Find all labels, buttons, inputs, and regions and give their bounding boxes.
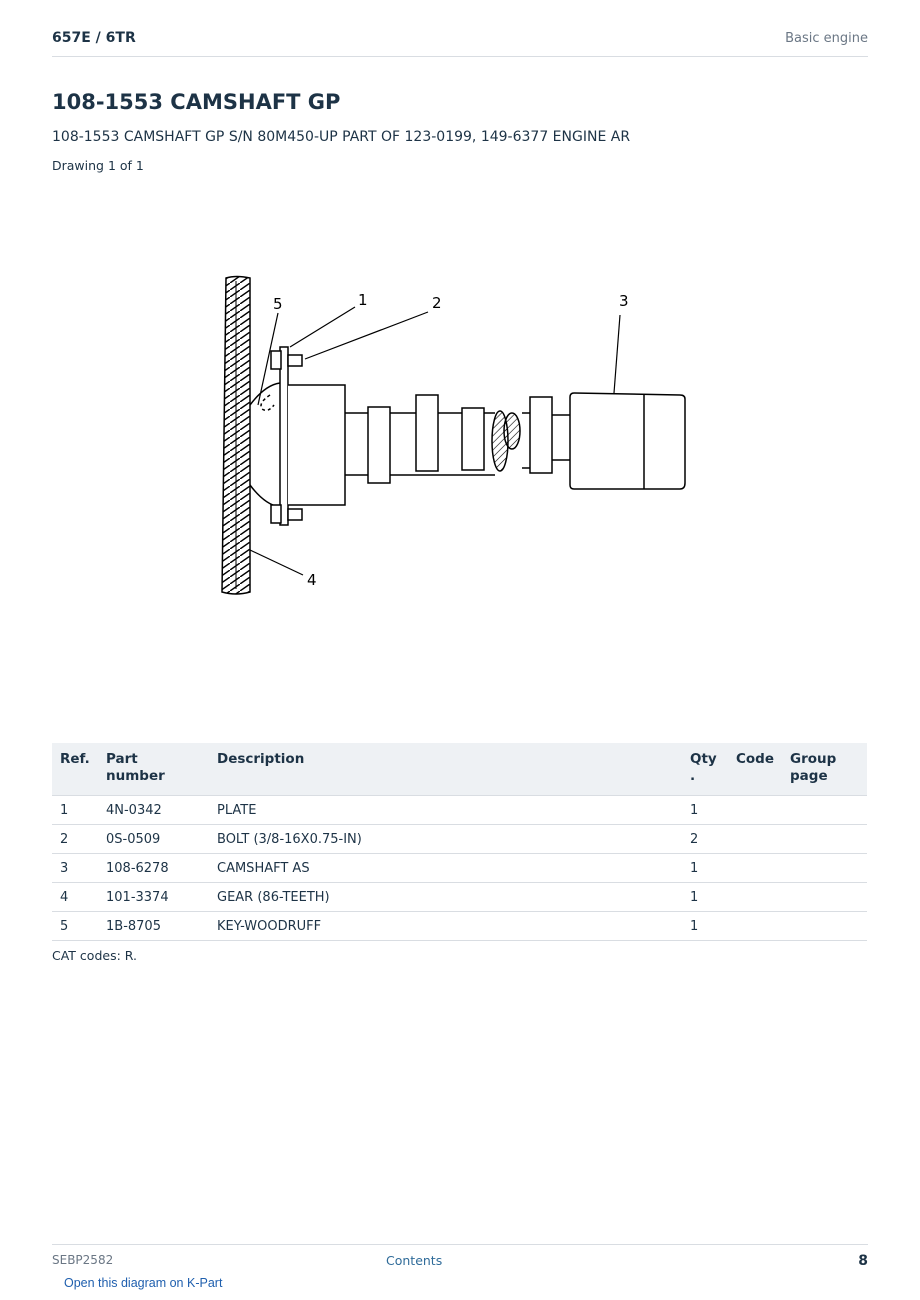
camshaft-diagram [150, 255, 770, 705]
cell-group [782, 796, 867, 825]
table-row [52, 854, 867, 883]
col-description: Description [209, 743, 682, 796]
camshaft-drawing [345, 393, 685, 489]
document-id: SEBP2582 [52, 1253, 114, 1267]
cell-ref: 2 [52, 825, 98, 854]
cell-group [782, 883, 867, 912]
page-subtitle: 108-1553 CAMSHAFT GP S/N 80M450-UP PART OF 123-0199, 149-6377 ENGINE AR [52, 129, 631, 145]
cell-ref: 1 [52, 796, 98, 825]
cell-ref: 5 [52, 912, 98, 941]
cell-part: 1B-8705 [98, 912, 209, 941]
cell-desc: BOLT (3/8-16X0.75-IN) [209, 825, 682, 854]
cell-code [728, 854, 782, 883]
cell-desc: CAMSHAFT AS [209, 854, 682, 883]
open-kpart-link[interactable]: Open this diagram on K-Part [64, 1276, 223, 1290]
page-header [52, 28, 868, 57]
cell-code [728, 825, 782, 854]
cell-part: 0S-0509 [98, 825, 209, 854]
cell-ref: 4 [52, 883, 98, 912]
col-part-number: Part number [98, 743, 209, 796]
page-footer [52, 1244, 868, 1275]
cell-part: 4N-0342 [98, 796, 209, 825]
page-number: 8 [858, 1253, 868, 1269]
callout-2: 2 [432, 294, 442, 312]
callout-5: 5 [273, 295, 283, 313]
cell-group [782, 912, 867, 941]
cell-ref: 3 [52, 854, 98, 883]
cell-desc: GEAR (86-TEETH) [209, 883, 682, 912]
cell-qty: 2 [682, 825, 728, 854]
cell-code [728, 883, 782, 912]
table-row [52, 912, 867, 941]
gear-drawing [222, 277, 250, 595]
callout-1: 1 [358, 291, 368, 309]
cell-qty: 1 [682, 854, 728, 883]
table-row [52, 796, 867, 825]
cell-code [728, 912, 782, 941]
col-qty: Qty . [682, 743, 728, 796]
cell-qty: 1 [682, 883, 728, 912]
callout-4: 4 [307, 571, 317, 589]
contents-link[interactable]: Contents [386, 1253, 443, 1268]
table-row [52, 825, 867, 854]
cell-part: 101-3374 [98, 883, 209, 912]
col-group-page: Group page [782, 743, 867, 796]
parts-table [52, 743, 867, 941]
model-label: 657E / 6TR [52, 30, 136, 46]
callout-3: 3 [619, 292, 629, 310]
cell-group [782, 854, 867, 883]
col-ref: Ref. [52, 743, 98, 796]
cat-codes: CAT codes: R. [52, 948, 137, 963]
table-header-row [52, 743, 867, 796]
cell-qty: 1 [682, 912, 728, 941]
table-row [52, 883, 867, 912]
cell-part: 108-6278 [98, 854, 209, 883]
page-title: 108-1553 CAMSHAFT GP [52, 90, 341, 114]
cell-desc: PLATE [209, 796, 682, 825]
cell-code [728, 796, 782, 825]
cell-group [782, 825, 867, 854]
section-label: Basic engine [785, 31, 868, 46]
cell-desc: KEY-WOODRUFF [209, 912, 682, 941]
col-code: Code [728, 743, 782, 796]
cell-qty: 1 [682, 796, 728, 825]
drawing-count: Drawing 1 of 1 [52, 158, 144, 173]
